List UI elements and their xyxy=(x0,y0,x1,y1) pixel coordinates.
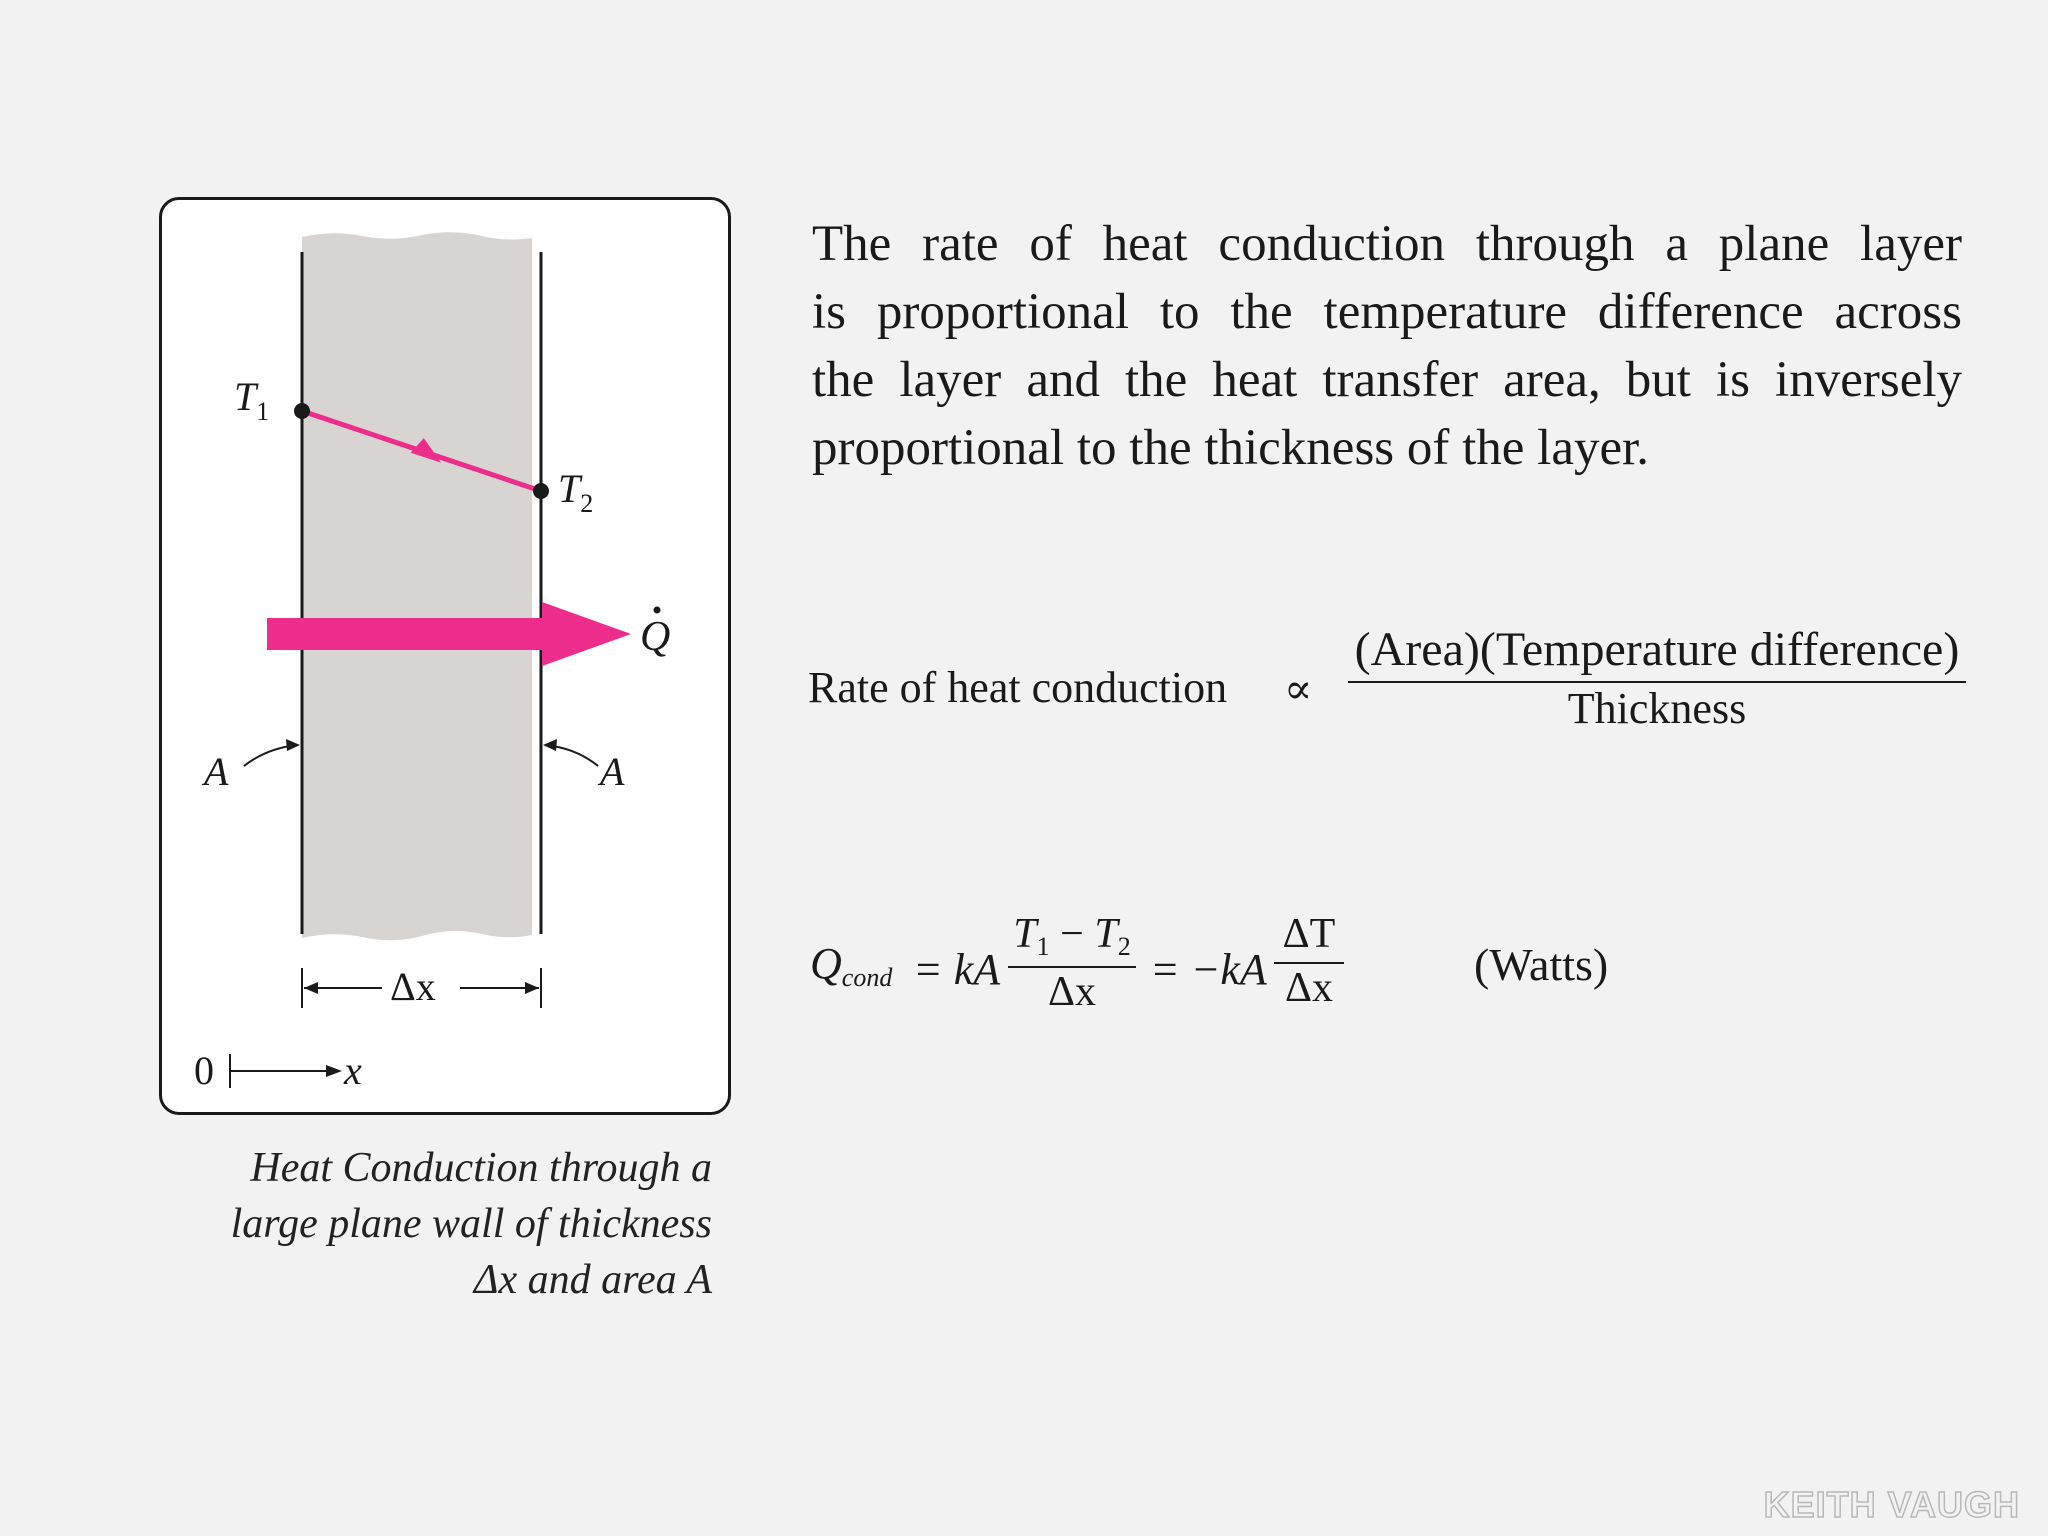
proportionality-lhs: Rate of heat conduction xyxy=(808,663,1228,712)
paragraph-line-2: is proportional to the temperature difference across xyxy=(812,284,1962,340)
plane-wall-figure xyxy=(159,197,731,1115)
frac1-minus: − xyxy=(1049,911,1095,957)
caption-line-2: large plane wall of thickness xyxy=(230,1201,712,1247)
x-axis-label: x xyxy=(344,1048,362,1093)
frac2-numerator: ΔT xyxy=(1282,911,1336,957)
proportionality-denominator: Thickness xyxy=(1567,684,1747,733)
equals-ka: = kA xyxy=(913,945,1001,994)
plane-wall-diagram xyxy=(162,200,731,1115)
paragraph-line-1: The rate of heat conduction through a plane layer xyxy=(812,216,1962,272)
proportionality-numerator: (Area)(Temperature difference) xyxy=(1354,623,1960,676)
t1-point xyxy=(294,403,310,419)
q-dot-label: Q xyxy=(640,614,671,660)
q-dot-mark xyxy=(654,607,661,614)
t2-label: $T_2$ xyxy=(558,466,594,518)
q-cond-subscript: cond xyxy=(841,963,893,992)
q-cond-symbol: $Q_{cond}$ xyxy=(810,939,893,992)
frac1-t1: T xyxy=(1013,911,1037,957)
paragraph-line-3: the layer and the heat transfer area, but is inversely xyxy=(812,352,1962,408)
paragraph-line-4: proportional to the thickness of the layer. xyxy=(812,420,1650,476)
equals-minus-ka: = −kA xyxy=(1150,945,1267,994)
frac2-denominator: Δx xyxy=(1284,965,1333,1011)
area-left-label: A xyxy=(204,749,229,794)
area-right-pointer-head xyxy=(543,739,557,751)
origin-label: 0 xyxy=(194,1048,214,1093)
proportionality-fraction xyxy=(1348,622,1966,734)
heat-flow-arrow-head xyxy=(542,602,631,666)
description-paragraph xyxy=(812,210,1962,482)
frac1-denominator: Δx xyxy=(1047,969,1096,1015)
caption-line-3: Δx and area A xyxy=(473,1257,712,1303)
author-watermark: KEITH VAUGH xyxy=(1763,1484,2020,1525)
units-label: (Watts) xyxy=(1474,939,1609,990)
fraction-delta-t xyxy=(1274,910,1344,1012)
area-right-label: A xyxy=(600,749,625,794)
heat-flow-arrow-shaft xyxy=(267,618,549,650)
area-left-pointer-head xyxy=(286,739,300,751)
t2-point xyxy=(533,483,549,499)
wall-body xyxy=(302,232,532,940)
caption-line-1: Heat Conduction through a xyxy=(250,1145,712,1191)
dx-left-arrowhead xyxy=(304,982,318,994)
t1-label: $T_1$ xyxy=(234,374,270,426)
fraction-t1-t2: T1 − T2 Δx xyxy=(1008,910,1136,1016)
dx-label: Δx xyxy=(390,964,436,1009)
x-axis-arrowhead xyxy=(326,1065,342,1077)
figure-caption xyxy=(150,1140,712,1308)
frac1-t2: T xyxy=(1094,911,1118,957)
dx-right-arrowhead xyxy=(525,982,539,994)
proportional-symbol: ∝ xyxy=(1284,667,1313,713)
